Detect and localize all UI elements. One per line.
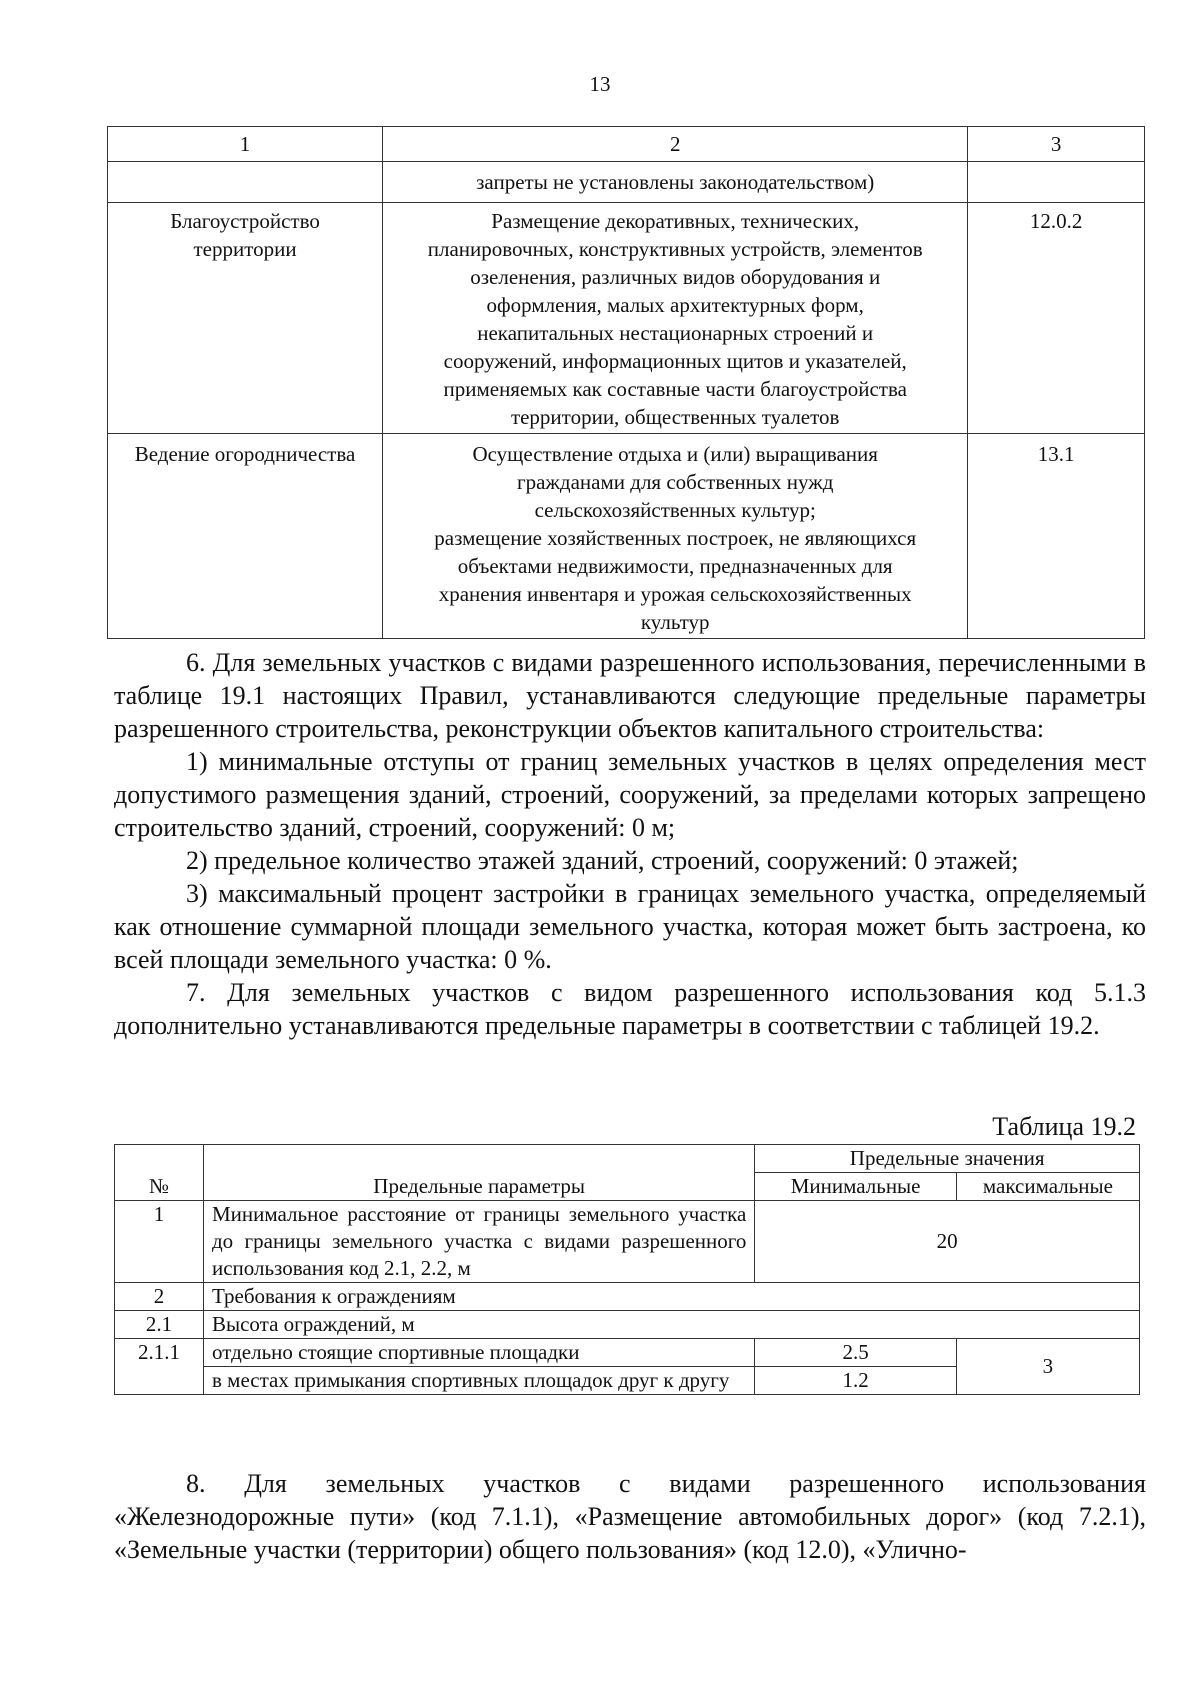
name-line: Благоустройство (170, 209, 320, 233)
parameter-cell: в местах примыкания спортивных площадок друг к другу (203, 1367, 754, 1395)
header-parameters: Предельные параметры (203, 1145, 754, 1201)
row-number: 2 (115, 1283, 204, 1311)
row-number: 2.1.1 (115, 1339, 204, 1395)
table-row (115, 1339, 1140, 1367)
table-header-row (115, 1145, 1140, 1173)
header-limit-values: Предельные значения (755, 1145, 1140, 1173)
column-number-row (108, 127, 1145, 162)
parameter-cell: Требования к ограждениям (203, 1283, 1139, 1311)
paragraph-6-item-3: 3) максимальный процент застройки в границах земельного участка, определяемый как отношение суммарной площади земельного участка, которая может быть застроена, ко всей площади земельного участка: 0 %. (114, 879, 1146, 974)
header-minimum: Минимальные (755, 1173, 957, 1201)
description-line: некапитальных нестационарных строений и (477, 321, 874, 345)
description-line: применяемых как составные части благоустройства (443, 377, 907, 401)
description-line: хранения инвентаря и урожая сельскохозяйственных (438, 582, 912, 606)
name-cell (108, 203, 383, 434)
header-number: № (115, 1145, 204, 1201)
parameter-cell: Высота ограждений, м (203, 1311, 1139, 1339)
description-line: культур (640, 610, 710, 634)
max-value-cell: 3 (956, 1339, 1139, 1395)
code-cell: 12.0.2 (968, 203, 1145, 434)
table-caption: Таблица 19.2 (992, 1112, 1136, 1141)
table-row (115, 1283, 1140, 1311)
paragraph-8: 8. Для земельных участков с видами разрешенного использования «Железнодорожные пути» (код 7.1.1), «Размещение автомобильных дорог» (код 7.2.1), «Земельные участки (территории) общего пользования» (код 12.0), «Улично- (114, 1469, 1146, 1564)
paragraph-6-item-1: 1) минимальные отступы от границ земельных участков в целях определения мест допустимого размещения зданий, строений, сооружений, за пределами которых запрещено строительство зданий, строений, сооружений: 0 м; (114, 747, 1146, 842)
code-cell (968, 162, 1145, 203)
page-number: 13 (589, 72, 611, 96)
description-line: гражданами для собственных нужд (516, 470, 834, 494)
table-row (108, 162, 1145, 203)
description-line: озеленения, различных видов оборудования и (470, 265, 881, 289)
limit-parameters-table (114, 1144, 1140, 1395)
body-text-continued (114, 1467, 1146, 1566)
name-cell: Ведение огородничества (108, 434, 383, 639)
description-line: сельскохозяйственных культур; (534, 498, 816, 522)
table-row (115, 1201, 1140, 1283)
code-cell: 13.1 (968, 434, 1145, 639)
description-line: Размещение декоративных, технических, (491, 209, 860, 233)
value-cell: 20 (755, 1201, 1140, 1283)
description-line: объектами недвижимости, предназначенных для (457, 554, 893, 578)
row-number: 2.1 (115, 1311, 204, 1339)
column-number-1: 1 (108, 127, 383, 162)
description-line: размещение хозяйственных построек, не являющихся (434, 526, 917, 550)
row-number: 1 (115, 1201, 204, 1283)
paragraph-7: 7. Для земельных участков с видом разрешенного использования код 5.1.3 дополнительно устанавливаются предельные параметры в соответствии с таблицей 19.2. (114, 978, 1146, 1040)
description-cell: запреты не установлены законодательством) (383, 162, 968, 203)
description-line: сооружений, информационных щитов и указателей, (443, 349, 907, 373)
column-number-3: 3 (968, 127, 1145, 162)
description-line: Осуществление отдыха и (или) выращивания (472, 442, 878, 466)
description-line: территории, общественных туалетов (510, 405, 840, 429)
header-maximum: максимальные (956, 1173, 1139, 1201)
name-cell (108, 162, 383, 203)
description-cell (383, 203, 968, 434)
land-use-table-continuation (107, 126, 1145, 639)
description-cell (383, 434, 968, 639)
table-row (108, 434, 1145, 639)
parameter-cell: отдельно стоящие спортивные площадки (203, 1339, 754, 1367)
table-row (115, 1311, 1140, 1339)
body-text (114, 646, 1146, 1042)
column-number-2: 2 (383, 127, 968, 162)
min-value-cell: 1.2 (755, 1367, 957, 1395)
parameter-cell: Минимальное расстояние от границы земельного участка до границы земельного участка с видами разрешенного использования код 2.1, 2.2, м (203, 1201, 754, 1283)
description-line: планировочных, конструктивных устройств, элементов (427, 237, 923, 261)
paragraph-6-item-2: 2) предельное количество этажей зданий, строений, сооружений: 0 этажей; (186, 846, 1019, 875)
description-line: оформления, малых архитектурных форм, (486, 293, 864, 317)
paragraph-6: 6. Для земельных участков с видами разрешенного использования, перечисленными в таблице 19.1 настоящих Правил, устанавливаются следующие предельные параметры разрешенного строительства, реконструкции объектов капитального строительства: (114, 648, 1146, 743)
min-value-cell: 2.5 (755, 1339, 957, 1367)
name-line: территории (193, 237, 297, 261)
table-row (108, 203, 1145, 434)
